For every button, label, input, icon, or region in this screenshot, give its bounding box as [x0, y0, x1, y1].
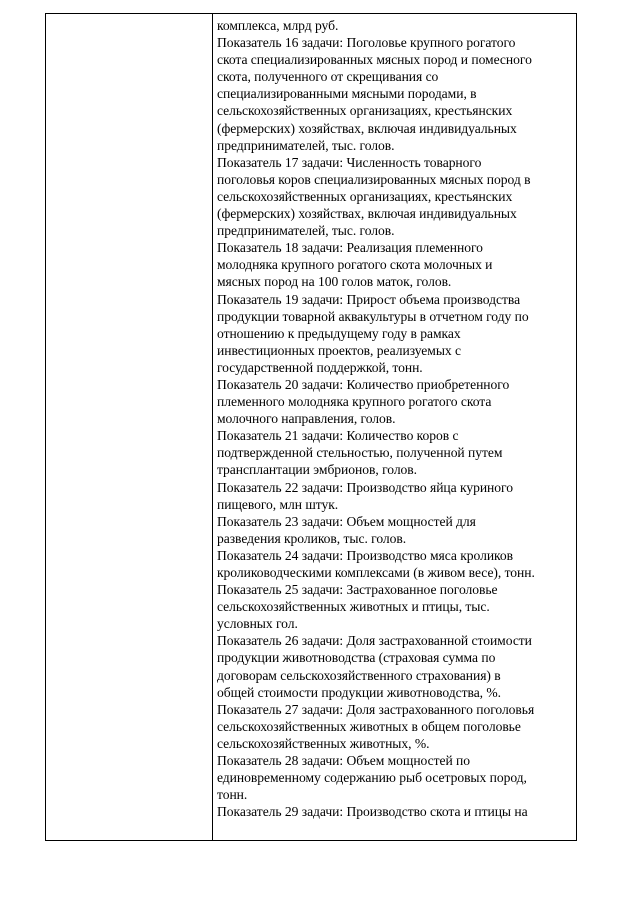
- text-line: молодняка крупного рогатого скота молочных и: [217, 257, 493, 273]
- text-line: инвестиционных проектов, реализуемых с: [217, 342, 462, 358]
- text-line: Показатель 21 задачи: Количество коров с: [217, 428, 459, 444]
- text-line: поголовья коров специализированных мясных пород в: [217, 171, 531, 187]
- table-right-column: [213, 14, 576, 840]
- text-line: пищевого, млн штук.: [217, 496, 339, 512]
- text-line: сельскохозяйственных организациях, крестьянских: [217, 103, 513, 119]
- text-line: разведения кроликов, тыс. голов.: [217, 530, 407, 546]
- text-line: Показатель 28 задачи: Объем мощностей по: [217, 753, 471, 769]
- text-line: Показатель 20 задачи: Количество приобретенного: [217, 376, 510, 392]
- text-line: Показатель 25 задачи: Застрахованное поголовье: [217, 582, 498, 598]
- text-line: государственной поддержкой, тонн.: [217, 359, 423, 375]
- text-line: скота, полученного от скрещивания со: [217, 69, 439, 85]
- text-line: продукции товарной аквакультуры в отчетном году по: [217, 308, 529, 324]
- indicator-table: [45, 13, 577, 841]
- text-line: сельскохозяйственных животных в общем поголовье: [217, 718, 521, 734]
- table-left-column: [46, 14, 213, 840]
- text-line: сельскохозяйственных животных, %.: [217, 735, 430, 751]
- text-line: молочного направления, голов.: [217, 411, 396, 427]
- text-line: племенного молодняка крупного рогатого скота: [217, 394, 492, 410]
- text-line: Показатель 23 задачи: Объем мощностей для: [217, 513, 476, 529]
- text-line: Показатель 16 задачи: Поголовье крупного рогатого: [217, 35, 516, 51]
- text-line: Показатель 22 задачи: Производство яйца куриного: [217, 479, 513, 495]
- text-line: Показатель 17 задачи: Численность товарного: [217, 154, 482, 170]
- text-line: Показатель 29 задачи: Производство скота и птицы на: [217, 804, 528, 820]
- text-line: кролиководческими комплексами (в живом весе), тонн.: [217, 565, 535, 580]
- text-line: договорам сельскохозяйственного страхования) в: [217, 667, 501, 683]
- text-line: скота специализированных мясных пород и помесного: [217, 52, 532, 68]
- text-line: предпринимателей, тыс. голов.: [217, 137, 395, 153]
- text-line: единовременному содержанию рыб осетровых пород,: [217, 770, 527, 786]
- text-line: Показатель 27 задачи: Доля застрахованного поголовья: [217, 701, 535, 717]
- text-line: Показатель 26 задачи: Доля застрахованной стоимости: [217, 633, 532, 649]
- text-line: сельскохозяйственных организациях, крестьянских: [217, 188, 513, 204]
- text-line: общей стоимости продукции животноводства, %.: [217, 684, 501, 700]
- text-line: подтвержденной стельностью, полученной путем: [217, 445, 503, 461]
- text-line: трансплантации эмбрионов, голов.: [217, 462, 418, 478]
- text-line: специализированными мясными породами, в: [217, 86, 477, 102]
- text-line: сельскохозяйственных животных и птицы, тыс.: [217, 599, 490, 615]
- text-line: Показатель 24 задачи: Производство мяса кроликов: [217, 547, 514, 563]
- text-line: (фермерских) хозяйствах, включая индивидуальных: [217, 206, 517, 222]
- text-line: мясных пород на 100 голов маток, голов.: [217, 274, 452, 290]
- text-line: условных гол.: [217, 616, 298, 632]
- text-line: отношению к предыдущему году в рамках: [217, 325, 461, 341]
- text-line: предпринимателей, тыс. голов.: [217, 223, 395, 239]
- text-line: продукции животноводства (страховая сумма по: [217, 650, 496, 666]
- text-line: комплекса, млрд руб.: [217, 18, 339, 33]
- text-line: Показатель 19 задачи: Прирост объема производства: [217, 291, 521, 307]
- text-line: тонн.: [217, 787, 248, 803]
- text-line: (фермерских) хозяйствах, включая индивидуальных: [217, 120, 517, 136]
- text-line: Показатель 18 задачи: Реализация племенного: [217, 240, 483, 256]
